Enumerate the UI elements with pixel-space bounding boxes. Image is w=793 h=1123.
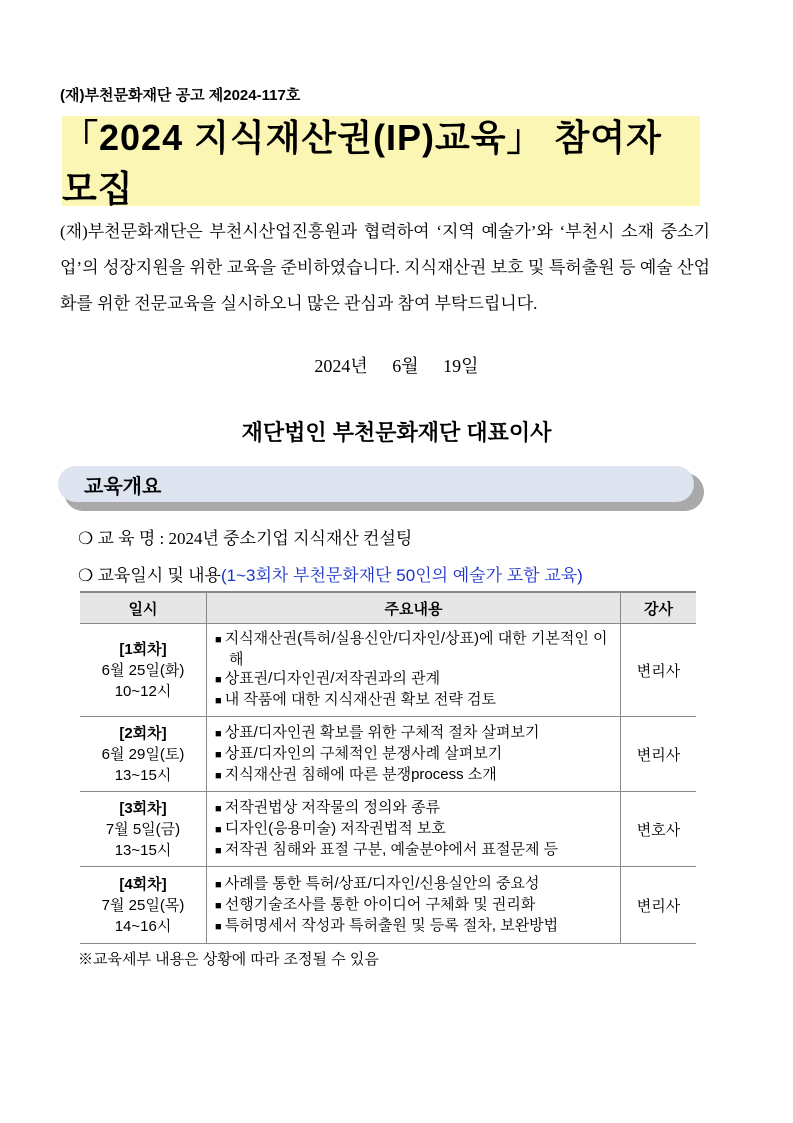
header-date: 일시 — [80, 592, 207, 624]
session-date: 7월 25일(목) — [101, 896, 185, 914]
organization-signature: 재단법인 부천문화재단 대표이사 — [241, 420, 552, 445]
session-date: 6월 29일(토) — [101, 745, 185, 763]
content-cell — [207, 717, 621, 792]
section-title: 교육개요 — [84, 475, 162, 498]
content-item: ■ 사례를 통한 특허/상표/디자인/신용실안의 중요성 — [215, 874, 612, 895]
session-number: [3회차] — [119, 799, 167, 817]
session-cell — [80, 624, 207, 717]
content-item: ■ 저작권법상 저작물의 정의와 종류 — [215, 798, 612, 819]
lecturer-cell: 변리사 — [621, 717, 697, 792]
bullet-label: 교 육 명 : 2024년 중소기업 지식재산 컨설팅 — [97, 529, 413, 548]
content-item: ■ 상표권/디자인권/저작권과의 관계 — [215, 669, 612, 690]
announcement-date: 2024년 6월 19일 — [314, 356, 479, 376]
session-cell — [80, 867, 207, 944]
session-cell — [80, 792, 207, 867]
lecturer-cell: 변호사 — [621, 792, 697, 867]
session-date: 7월 5일(금) — [105, 820, 181, 838]
table-row — [80, 717, 696, 792]
session-date: 6월 25일(화) — [101, 661, 185, 679]
schedule-table — [80, 591, 696, 944]
circle-bullet-icon: ❍ — [78, 566, 94, 585]
session-number: [1회차] — [119, 640, 167, 658]
session-time: 13~15시 — [114, 841, 172, 859]
table-row — [80, 867, 696, 944]
table-row — [80, 624, 696, 717]
bullet-schedule — [78, 561, 583, 586]
content-item: ■ 디자인(응용미술) 저작권법적 보호 — [215, 819, 612, 840]
footnote: ※교육세부 내용은 상황에 따라 조정될 수 있음 — [78, 951, 379, 968]
content-item: ■ 지식재산권(특허/실용신안/디자인/상표)에 대한 기본적인 이해 — [215, 629, 612, 669]
bullet-label: 교육일시 및 내용 — [97, 566, 221, 585]
session-cell — [80, 717, 207, 792]
content-cell — [207, 867, 621, 944]
lecturer-cell: 변리사 — [621, 867, 697, 944]
header-content: 주요내용 — [207, 592, 621, 624]
content-item: ■ 특허명세서 작성과 특허출원 및 등록 절차, 보완방법 — [215, 916, 612, 937]
bullet-note: (1~3회차 부천문화재단 50인의 예술가 포함 교육) — [220, 566, 583, 585]
title-box — [62, 116, 700, 209]
table-header-row — [80, 592, 696, 624]
content-cell — [207, 792, 621, 867]
content-item: ■ 저작권 침해와 표절 구분, 예술분야에서 표절문제 등 — [215, 840, 612, 861]
session-number: [4회차] — [119, 875, 167, 893]
session-time: 14~16시 — [114, 917, 172, 935]
header-lecturer: 강사 — [621, 592, 697, 624]
bullet-course-name — [78, 524, 412, 549]
intro-paragraph: (재)부천문화재단은 부천시산업진흥원과 협력하여 ‘지역 예술가’와 ‘부천시 소재 중소기업’의 성장지원을 위한 교육을 준비하였습니다. 지식재산권 보호 및 특허출원 등 예술 산업화를 위한 전문교육을 실시하오니 많은 관심과 참여 부탁드립니다. — [60, 222, 710, 313]
content-cell — [207, 624, 621, 717]
notice-number: (재)부천문화재단 공고 제2024-117호 — [60, 87, 301, 104]
section-header — [58, 466, 694, 502]
content-item: ■ 선행기술조사를 통한 아이디어 구체화 및 권리화 — [215, 895, 612, 916]
content-item: ■ 상표/디자인권 확보를 위한 구체적 절차 살펴보기 — [215, 723, 612, 744]
circle-bullet-icon: ❍ — [78, 529, 94, 548]
page-title: 「2024 지식재산권(IP)교육」 참여자 모집 — [62, 117, 662, 209]
session-time: 13~15시 — [114, 766, 172, 784]
session-time: 10~12시 — [114, 682, 172, 700]
content-item: ■ 상표/디자인의 구체적인 분쟁사례 살펴보기 — [215, 744, 612, 765]
content-item: ■ 지식재산권 침해에 따른 분쟁process 소개 — [215, 765, 612, 786]
session-number: [2회차] — [119, 724, 167, 742]
table-row — [80, 792, 696, 867]
lecturer-cell: 변리사 — [621, 624, 697, 717]
content-item: ■ 내 작품에 대한 지식재산권 확보 전략 검토 — [215, 690, 612, 711]
